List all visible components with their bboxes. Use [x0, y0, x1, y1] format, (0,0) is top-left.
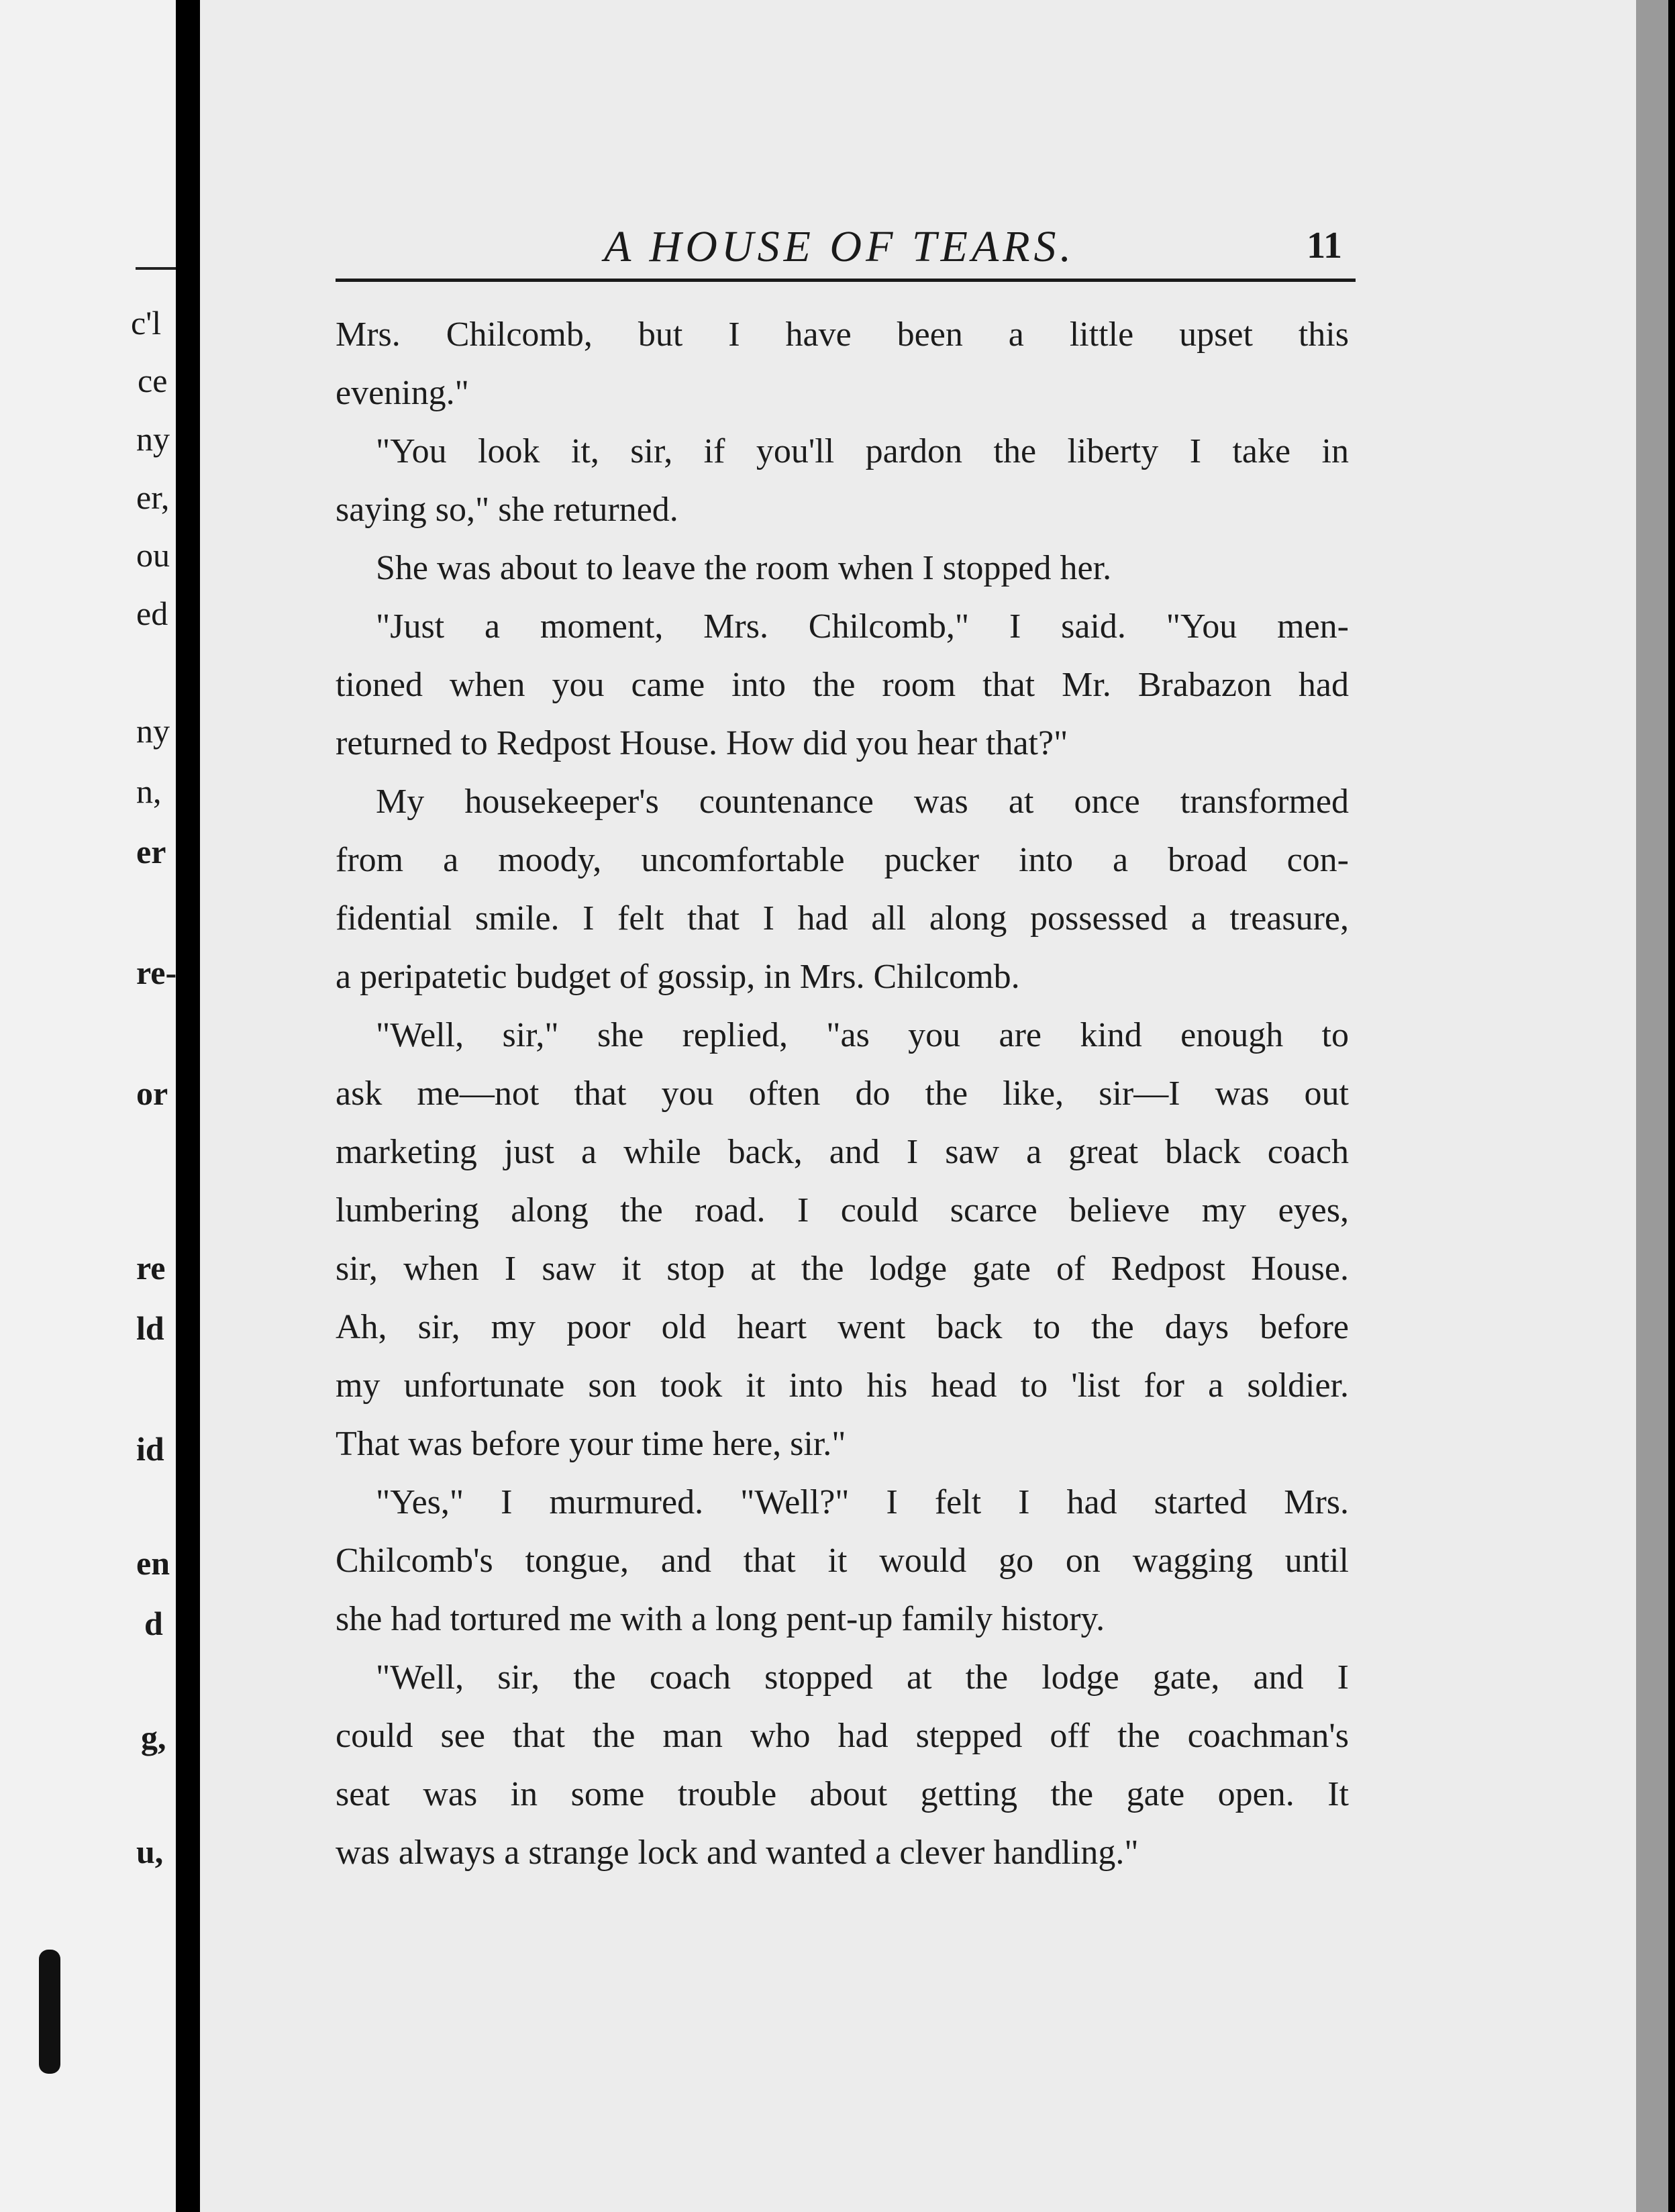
text-line: a peripatetic budget of gossip, in Mrs. Chilcomb. — [336, 958, 1020, 996]
adjacent-fragment: en — [136, 1544, 170, 1582]
adjacent-fragment: id — [136, 1430, 164, 1468]
text-line: she had tortured me with a long pent-up family history. — [336, 1600, 1105, 1638]
text-line: my unfortunate son took it into his head to 'list for a soldier. — [336, 1366, 1349, 1405]
adjacent-fragment: n, — [136, 772, 162, 810]
adjacent-fragment: u, — [136, 1833, 164, 1870]
adjacent-page-rule — [136, 267, 176, 270]
adjacent-fragment: ou — [136, 536, 170, 574]
text-line: marketing just a while back, and I saw a great black coach — [336, 1133, 1349, 1171]
text-line: "Well, sir, the coach stopped at the lodge gate, and I — [376, 1658, 1349, 1697]
text-line: Chilcomb's tongue, and that it would go on wagging until — [336, 1542, 1349, 1580]
text-line: She was about to leave the room when I stopped her. — [376, 549, 1112, 587]
text-line: saying so," she returned. — [336, 491, 678, 529]
page-number: 11 — [1307, 225, 1342, 266]
text-line: Mrs. Chilcomb, but I have been a little upset this — [336, 315, 1349, 354]
adjacent-fragment: ny — [136, 420, 170, 458]
text-line: Ah, sir, my poor old heart went back to the days before — [336, 1308, 1349, 1346]
adjacent-fragment: re- — [136, 954, 177, 991]
text-line: sir, when I saw it stop at the lodge gate of Redpost House. — [336, 1250, 1349, 1288]
running-title: A HOUSE OF TEARS. — [604, 222, 1076, 271]
text-line: was always a strange lock and wanted a clever handling." — [336, 1833, 1139, 1872]
text-line: could see that the man who had stepped off the coachman's — [336, 1717, 1349, 1755]
adjacent-fragment: or — [136, 1074, 168, 1112]
adjacent-fragment: ed — [136, 595, 168, 632]
text-line: from a moody, uncomfortable pucker into a broad con- — [336, 841, 1349, 879]
text-line: "Just a moment, Mrs. Chilcomb," I said. "You men- — [376, 607, 1349, 646]
text-line: returned to Redpost House. How did you hear that?" — [336, 724, 1068, 762]
text-line: seat was in some trouble about getting the gate open. It — [336, 1775, 1349, 1813]
text-line: evening." — [336, 374, 469, 412]
text-line: "You look it, sir, if you'll pardon the liberty I take in — [376, 432, 1349, 470]
adjacent-fragment: er — [136, 833, 166, 870]
text-line: "Well, sir," she replied, "as you are kind enough to — [376, 1016, 1349, 1054]
text-line: lumbering along the road. I could scarce believe my eyes, — [336, 1191, 1349, 1229]
adjacent-fragment: g, — [141, 1719, 166, 1756]
ink-smudge — [39, 1950, 60, 2074]
adjacent-fragment: ce — [138, 362, 168, 399]
adjacent-fragment: d — [144, 1605, 163, 1642]
page-header — [336, 208, 1356, 282]
body-text — [336, 305, 1349, 1882]
adjacent-fragment: er, — [136, 479, 170, 516]
text-line: tioned when you came into the room that Mr. Brabazon had — [336, 666, 1349, 704]
adjacent-fragment: ny — [136, 712, 170, 750]
text-line: "Yes," I murmured. "Well?" I felt I had started Mrs. — [376, 1483, 1349, 1521]
text-line: fidential smile. I felt that I had all along possessed a treasure, — [336, 899, 1349, 938]
adjacent-fragment: re — [136, 1249, 166, 1287]
text-line: ask me—not that you often do the like, sir—I was out — [336, 1074, 1349, 1113]
header-rule — [336, 279, 1356, 282]
adjacent-fragment: ld — [136, 1309, 164, 1347]
page-edge-shadow — [1636, 0, 1668, 2212]
adjacent-page-edge — [0, 0, 176, 2212]
text-line: That was before your time here, sir." — [336, 1425, 846, 1463]
text-line: My housekeeper's countenance was at once transformed — [376, 783, 1349, 821]
adjacent-fragment: c'l — [131, 304, 162, 342]
